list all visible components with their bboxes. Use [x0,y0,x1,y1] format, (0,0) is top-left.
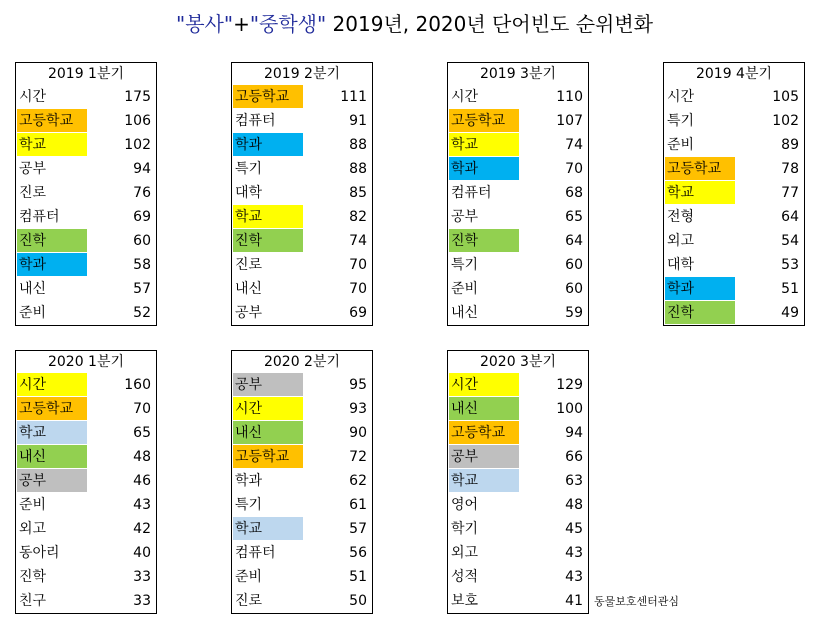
table-row [232,517,372,541]
table-row [232,565,372,589]
quarter-table [231,62,373,326]
word-cell: 준비 [19,305,47,321]
count-cell: 100 [556,401,583,417]
word-cell: 고등학교 [665,157,735,180]
quarter-header: 2020 2분기 [263,354,341,370]
word-cell: 내신 [19,281,47,297]
count-cell: 60 [565,281,583,297]
word-cell: 공부 [19,161,47,177]
table-row [448,253,588,277]
word-cell: 내신 [451,305,479,321]
table-row [664,205,804,229]
word-cell: 진학 [449,229,519,252]
count-cell: 74 [349,233,367,249]
word-cell: 공부 [451,209,479,225]
table-row [16,517,156,541]
table-row [448,229,588,253]
table-row [16,133,156,157]
quarter-header: 2020 1분기 [47,354,125,370]
count-cell: 45 [565,521,583,537]
table-row [448,493,588,517]
page-title [0,10,829,38]
quarter-header: 2019 4분기 [695,66,773,82]
count-cell: 50 [349,593,367,609]
table-row [232,421,372,445]
count-cell: 64 [565,233,583,249]
table-row [16,85,156,109]
count-cell: 41 [565,593,583,609]
word-cell: 진로 [19,185,47,201]
word-cell: 진학 [17,229,87,252]
count-cell: 78 [781,161,799,177]
count-cell: 105 [772,89,799,105]
count-cell: 48 [133,449,151,465]
word-cell: 시간 [451,89,479,105]
table-row [664,277,804,301]
word-cell: 공부 [449,445,519,468]
word-cell: 고등학교 [449,421,519,444]
count-cell: 89 [781,137,799,153]
table-row [664,133,804,157]
count-cell: 88 [349,137,367,153]
table-row [16,469,156,493]
word-cell: 공부 [235,305,263,321]
count-cell: 33 [133,569,151,585]
table-row [448,589,588,613]
count-cell: 160 [124,377,151,393]
table-row [232,373,372,397]
count-cell: 60 [565,257,583,273]
count-cell: 68 [565,185,583,201]
count-cell: 46 [133,473,151,489]
count-cell: 85 [349,185,367,201]
quarter-header: 2019 1분기 [47,66,125,82]
count-cell: 77 [781,185,799,201]
count-cell: 43 [565,545,583,561]
word-cell: 공부 [17,469,87,492]
count-cell: 70 [349,281,367,297]
table-row [232,397,372,421]
count-cell: 102 [124,137,151,153]
word-cell: 학기 [451,521,479,537]
table-row [232,205,372,229]
word-cell: 고등학교 [17,397,87,420]
table-row [232,589,372,613]
count-cell: 43 [565,569,583,585]
word-cell: 외고 [19,521,47,537]
count-cell: 94 [133,161,151,177]
footnote: 동물보호센터관심 [594,595,680,608]
table-row [232,541,372,565]
quarter-header: 2020 3분기 [479,354,557,370]
word-cell: 대학 [667,257,695,273]
word-cell: 준비 [667,137,695,153]
word-cell: 컴퓨터 [19,209,60,225]
table-row [16,181,156,205]
word-cell: 시간 [19,89,47,105]
count-cell: 82 [349,209,367,225]
table-row [16,589,156,613]
count-cell: 106 [124,113,151,129]
table-row [232,277,372,301]
count-cell: 43 [133,497,151,513]
table-row [664,181,804,205]
table-row [448,277,588,301]
count-cell: 59 [565,305,583,321]
table-row [16,253,156,277]
count-cell: 48 [565,497,583,513]
table-row [448,85,588,109]
word-cell: 내신 [233,421,303,444]
table-row [664,229,804,253]
word-cell: 학교 [449,469,519,492]
table-row [232,85,372,109]
word-cell: 특기 [451,257,479,273]
word-cell: 내신 [449,397,519,420]
word-cell: 내신 [17,445,87,468]
count-cell: 129 [556,377,583,393]
table-row [16,397,156,421]
count-cell: 69 [349,305,367,321]
word-cell: 내신 [235,281,263,297]
word-cell: 고등학교 [233,85,303,108]
count-cell: 70 [349,257,367,273]
table-row [448,421,588,445]
table-row [448,565,588,589]
count-cell: 61 [349,497,367,513]
table-row [16,109,156,133]
quarter-table [447,62,589,326]
word-cell: 컴퓨터 [235,113,276,129]
word-cell: 학교 [17,421,87,444]
table-row [448,181,588,205]
word-cell: 진로 [235,593,263,609]
word-cell: 컴퓨터 [235,545,276,561]
table-row [16,541,156,565]
count-cell: 52 [133,305,151,321]
title-rest: 2019년, 2020년 단어빈도 순위변화 [326,12,653,36]
table-row [232,133,372,157]
table-row [16,229,156,253]
count-cell: 93 [349,401,367,417]
title-keyword-2: "중학생" [249,12,327,36]
count-cell: 54 [781,233,799,249]
count-cell: 62 [349,473,367,489]
table-row [664,157,804,181]
count-cell: 63 [565,473,583,489]
word-cell: 학교 [449,133,519,156]
quarter-table [15,350,157,614]
count-cell: 76 [133,185,151,201]
table-row [232,157,372,181]
word-cell: 영어 [451,497,479,513]
word-cell: 시간 [233,397,303,420]
count-cell: 111 [340,89,367,105]
quarter-table [663,62,805,326]
word-cell: 시간 [17,373,87,396]
table-row [664,253,804,277]
table-row [232,253,372,277]
table-row [232,469,372,493]
word-cell: 학과 [233,133,303,156]
word-cell: 시간 [667,89,695,105]
word-cell: 친구 [19,593,47,609]
count-cell: 53 [781,257,799,273]
count-cell: 70 [133,401,151,417]
title-keyword-1: "봉사" [176,12,234,36]
table-row [232,445,372,469]
table-row [16,277,156,301]
table-row [448,301,588,325]
table-row [232,181,372,205]
count-cell: 57 [349,521,367,537]
title-plus: + [233,12,250,36]
table-row [16,157,156,181]
word-cell: 컴퓨터 [451,185,492,201]
word-cell: 외고 [451,545,479,561]
word-cell: 학과 [235,473,263,489]
table-row [448,469,588,493]
word-cell: 진학 [19,569,47,585]
word-cell: 학교 [233,517,303,540]
table-row [448,157,588,181]
table-row [664,85,804,109]
count-cell: 57 [133,281,151,297]
count-cell: 95 [349,377,367,393]
table-row [16,421,156,445]
count-cell: 69 [133,209,151,225]
quarter-table [231,350,373,614]
word-cell: 특기 [667,113,695,129]
count-cell: 51 [349,569,367,585]
count-cell: 88 [349,161,367,177]
count-cell: 40 [133,545,151,561]
table-row [448,397,588,421]
word-cell: 학교 [233,205,303,228]
word-cell: 공부 [233,373,303,396]
count-cell: 56 [349,545,367,561]
quarter-header: 2019 3분기 [479,66,557,82]
count-cell: 65 [565,209,583,225]
count-cell: 60 [133,233,151,249]
word-cell: 특기 [235,497,263,513]
table-row [16,565,156,589]
word-cell: 고등학교 [233,445,303,468]
table-row [16,205,156,229]
table-row [448,109,588,133]
word-cell: 고등학교 [449,109,519,132]
table-row [448,517,588,541]
table-row [448,133,588,157]
count-cell: 33 [133,593,151,609]
count-cell: 66 [565,449,583,465]
count-cell: 91 [349,113,367,129]
word-cell: 보호 [451,593,479,609]
table-row [16,373,156,397]
count-cell: 42 [133,521,151,537]
count-cell: 94 [565,425,583,441]
word-cell: 특기 [235,161,263,177]
word-cell: 학교 [17,133,87,156]
quarter-header: 2019 2분기 [263,66,341,82]
word-cell: 외고 [667,233,695,249]
table-row [16,493,156,517]
count-cell: 107 [556,113,583,129]
quarter-table [15,62,157,326]
word-cell: 대학 [235,185,263,201]
word-cell: 준비 [19,497,47,513]
table-row [448,205,588,229]
count-cell: 110 [556,89,583,105]
table-row [16,445,156,469]
table-row [232,229,372,253]
word-cell: 학교 [665,181,735,204]
quarter-table [447,350,589,614]
count-cell: 72 [349,449,367,465]
word-cell: 진로 [235,257,263,273]
table-row [664,109,804,133]
table-row [232,301,372,325]
word-cell: 시간 [449,373,519,396]
count-cell: 102 [772,113,799,129]
word-cell: 학과 [665,277,735,300]
table-row [448,445,588,469]
word-cell: 동아리 [19,545,60,561]
word-cell: 준비 [235,569,263,585]
word-cell: 고등학교 [17,109,87,132]
word-cell: 준비 [451,281,479,297]
count-cell: 58 [133,257,151,273]
word-cell: 전형 [667,209,695,225]
count-cell: 90 [349,425,367,441]
table-row [232,109,372,133]
table-row [448,373,588,397]
table-row [16,301,156,325]
count-cell: 49 [781,305,799,321]
word-cell: 학과 [449,157,519,180]
table-row [448,541,588,565]
count-cell: 70 [565,161,583,177]
count-cell: 51 [781,281,799,297]
count-cell: 64 [781,209,799,225]
word-cell: 성적 [451,569,479,585]
table-row [232,493,372,517]
count-cell: 74 [565,137,583,153]
count-cell: 65 [133,425,151,441]
count-cell: 175 [124,89,151,105]
table-row [664,301,804,325]
word-cell: 학과 [17,253,87,276]
word-cell: 진학 [233,229,303,252]
word-cell: 진학 [665,301,735,324]
